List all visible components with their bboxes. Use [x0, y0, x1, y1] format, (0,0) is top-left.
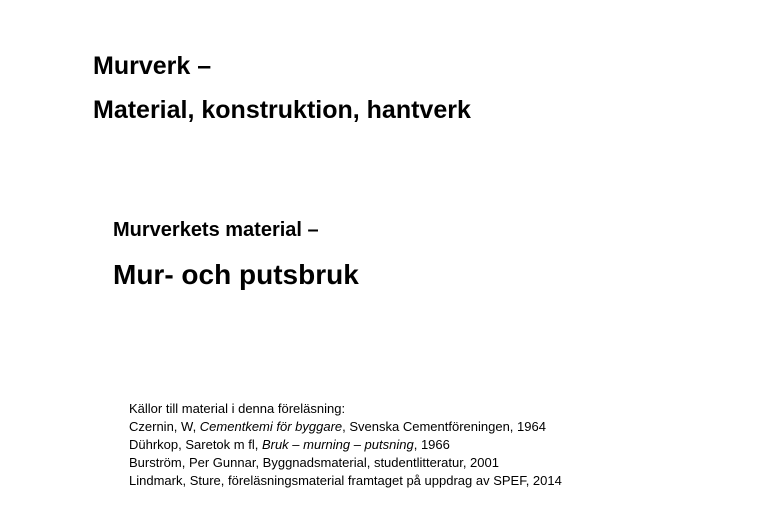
source-entry-text: Dührkop, Saretok m fl,	[129, 437, 262, 452]
source-entry	[129, 472, 562, 490]
subtitle-large: Mur- och putsbruk	[113, 259, 359, 290]
source-entry-text: , Svenska Cementföreningen, 1964	[342, 419, 546, 434]
source-entry-text: Burström, Per Gunnar, Byggnadsmaterial, studentlitteratur, 2001	[129, 455, 499, 470]
source-entry	[129, 454, 562, 472]
source-entry-text: , 1966	[413, 437, 450, 452]
source-entry	[129, 418, 562, 436]
slide-title-line-2: Material, konstruktion, hantverk	[93, 96, 471, 124]
slide-title-line-1: Murverk –	[93, 52, 212, 80]
source-entry-italic-title: Bruk – murning – putsning	[261, 437, 414, 452]
source-entry	[129, 436, 562, 454]
source-entry-text: Czernin, W,	[129, 419, 200, 434]
source-entry-italic-title: Cementkemi för byggare	[199, 419, 343, 434]
subtitle-small: Murverkets material –	[113, 219, 319, 241]
sources-block	[129, 400, 562, 490]
sources-heading: Källor till material i denna föreläsning:	[129, 401, 346, 416]
source-entry-text: Lindmark, Sture, föreläsningsmaterial framtaget på uppdrag av SPEF, 2014	[129, 473, 562, 488]
